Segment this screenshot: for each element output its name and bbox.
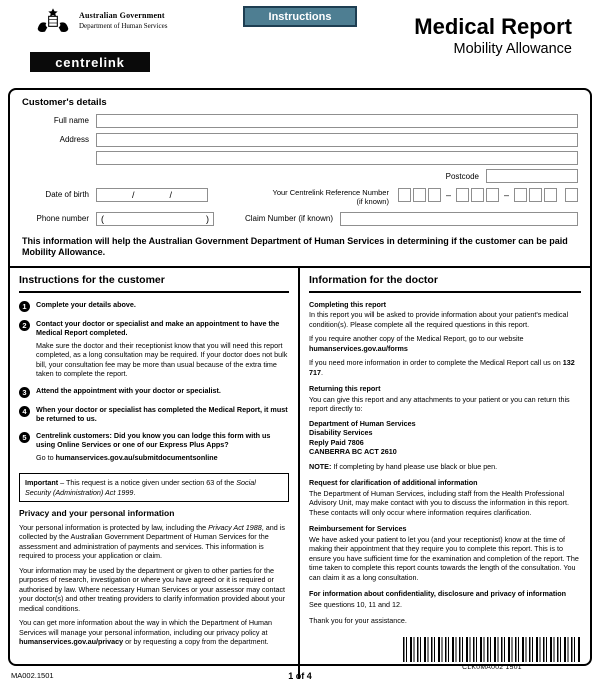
customer-instructions-column xyxy=(10,268,300,679)
full-name-label: Full name xyxy=(53,116,89,125)
crn-input-group xyxy=(396,188,578,202)
date-of-birth-label: Date of birth xyxy=(45,190,89,199)
paragraph: The Department of Human Services, including staff from the Health Professional Advisory Unit, may make contact with you to discuss the information in this report. These contacts will only occur where information requires clarification. xyxy=(309,488,570,517)
crn-box[interactable] xyxy=(544,188,557,202)
crn-label: Your Centrelink Reference Number (if known) xyxy=(272,188,389,207)
submit-documents-url: humanservices.gov.au/submitdocumentsonline xyxy=(55,452,218,462)
instructions-button[interactable]: Instructions xyxy=(243,6,357,27)
claim-number-field[interactable] xyxy=(340,212,578,226)
pen-note: NOTE: If completing by hand please use black or blue pen. xyxy=(309,461,498,471)
phone-number-label: Phone number xyxy=(36,213,89,223)
section-heading: Returning this report xyxy=(309,384,381,394)
crn-dash: – xyxy=(503,190,509,200)
act-name: Social Security (Administration) Act 1999 xyxy=(25,478,256,497)
claim-number-label: Claim Number (if known) xyxy=(244,213,333,223)
australian-government-crest-icon xyxy=(33,6,73,36)
step-text: When your doctor or specialist has completed the Medical Report, it must be returned to us. xyxy=(36,404,288,424)
phone-claim-row xyxy=(22,212,578,226)
thanks-line: Thank you for your assistance. xyxy=(309,616,407,626)
step-note: Go to humanservices.gov.au/submitdocumentsonline xyxy=(36,452,218,462)
full-name-field[interactable] xyxy=(96,114,578,128)
address-row xyxy=(22,133,578,183)
section-heading: Reimbursement for Services xyxy=(309,524,407,534)
paragraph: In this report you will be asked to provide information about your patient's medical condition(s). Please complete all the required questions in this report. xyxy=(309,310,569,329)
instruction-step-3 xyxy=(19,386,289,398)
instruction-step-5 xyxy=(19,431,289,463)
gov-line-2: Department of Human Services xyxy=(79,22,168,30)
date-of-birth-field[interactable] xyxy=(96,188,208,202)
address-line: Reply Paid 7806 xyxy=(309,437,364,447)
crn-box[interactable] xyxy=(428,188,441,202)
privacy-paragraph-1: Your personal information is protected by law, including the Privacy Act 1988, and is collected by the Australian Government Department of Human Services for the assessment and administration of payments and services. This information is required to process your application or claim. xyxy=(19,522,285,561)
privacy-heading: Privacy and your personal information xyxy=(19,508,175,519)
step-text: Contact your doctor or specialist and make an appointment to have the Medical Report completed. xyxy=(36,318,280,338)
completing-report-section xyxy=(309,300,581,383)
address-field-line1[interactable] xyxy=(96,133,578,147)
phone-number-132717: 132 717 xyxy=(309,358,575,377)
step-text: Complete your details above. xyxy=(36,299,136,309)
crn-box[interactable] xyxy=(413,188,426,202)
paragraph: We have asked your patient to let you (and your receptionist) know at the time of making their appointment that they require you to complete this report. This is to ensure you have sufficient time for the examination and completion of the report. The time taken to complete this report counts towards the length of the consultation. You can claim it as a long consultation. xyxy=(309,534,579,582)
confidentiality-section xyxy=(309,589,581,614)
page-subtitle: Mobility Allowance xyxy=(453,41,572,58)
doctor-information-column xyxy=(300,268,590,679)
clarification-section xyxy=(309,478,581,522)
step-text: Attend the appointment with your doctor or specialist. xyxy=(36,385,221,395)
page-header xyxy=(0,0,600,88)
form-code: MA002.1501 xyxy=(11,671,54,680)
crn-box[interactable] xyxy=(456,188,469,202)
address-line: Department of Human Services xyxy=(309,418,416,428)
customer-details-heading: Customer's details xyxy=(22,97,107,108)
purpose-statement: This information will help the Australian Government Department of Human Services in determining if the customer can be paid Mobility Allowance. xyxy=(10,233,590,268)
address-field-line2[interactable] xyxy=(96,151,578,165)
section-heading: Request for clarification of additional information xyxy=(309,478,478,488)
address-line: CANBERRA BC ACT 2610 xyxy=(309,447,397,457)
instruction-step-2 xyxy=(19,319,289,379)
crn-box[interactable] xyxy=(565,188,578,202)
crn-box[interactable] xyxy=(471,188,484,202)
government-wordmark xyxy=(79,11,167,30)
dob-separator: / xyxy=(169,190,172,200)
page-footer xyxy=(0,671,600,691)
postcode-field[interactable] xyxy=(486,169,578,183)
paragraph: If you need more information in order to complete the Medical Report call us on 132 717. xyxy=(309,358,575,377)
return-address xyxy=(309,419,581,457)
returning-report-section xyxy=(309,384,581,476)
important-notice-box: Important – This request is a notice given under section 63 of the Social Security (Administration) Act 1999. xyxy=(19,473,289,502)
paragraph: See questions 10, 11 and 12. xyxy=(309,599,402,609)
phone-open-paren: ( xyxy=(101,213,104,224)
step-number-badge: 3 xyxy=(19,387,30,398)
important-label: Important xyxy=(25,478,59,488)
step-number-badge: 5 xyxy=(19,432,30,443)
phone-close-paren: ) xyxy=(206,213,209,224)
instruction-step-1 xyxy=(19,300,289,312)
crn-box[interactable] xyxy=(398,188,411,202)
crn-dash: – xyxy=(445,190,451,200)
page-number: 1 of 4 xyxy=(288,671,312,681)
step-number-badge: 4 xyxy=(19,406,30,417)
postcode-label: Postcode xyxy=(445,171,479,181)
gov-line-1: Australian Government xyxy=(79,11,165,20)
privacy-paragraph-2: Your information may be used by the department or given to other parties for the purposes of research, investigation or where you have agreed or it is required or authorised by law. Where necessary Human Services or your assessor may contact your doctor(s) and other treating providers to clarify information provided about your medical conditions. xyxy=(19,565,286,613)
address-label: Address xyxy=(59,135,89,144)
barcode-caption: CLK0MA002 1501 xyxy=(462,663,522,671)
reimbursement-section xyxy=(309,524,581,587)
step-text: Centrelink customers: Did you know you can lodge this form with us using Online Services or one of our Express Plus Apps? xyxy=(36,430,271,450)
step-number-badge: 1 xyxy=(19,301,30,312)
crn-box[interactable] xyxy=(486,188,499,202)
address-line: Disability Services xyxy=(309,428,373,438)
dob-crn-row xyxy=(22,188,578,207)
full-name-row xyxy=(22,114,578,128)
barcode-bars-icon xyxy=(403,637,581,662)
crn-box[interactable] xyxy=(514,188,527,202)
privacy-act-name: Privacy Act 1988 xyxy=(208,522,262,532)
privacy-policy-url: humanservices.gov.au/privacy xyxy=(19,637,124,647)
step-number-badge: 2 xyxy=(19,320,30,331)
instruction-step-4 xyxy=(19,405,289,424)
crn-box[interactable] xyxy=(529,188,542,202)
step-note: Make sure the doctor and their receptionist know that you will need this report completed, as a long consultation may be required. If your doctor does not bulk bill, your consultation fee may be more than usual because of the extra time taken to complete the report. xyxy=(36,340,288,379)
privacy-paragraph-3: You can get more information about the way in which the Department of Human Services will manage your personal information, including our privacy policy at humanservices.gov.au/privacy or by requesting a copy from the department. xyxy=(19,618,273,647)
paragraph: You can give this report and any attachments to your patient or you can return this report directly to: xyxy=(309,394,570,414)
dob-separator: / xyxy=(131,190,135,200)
page-title: Medical Report xyxy=(414,14,572,39)
customer-details-section xyxy=(10,90,590,233)
barcode xyxy=(403,631,581,673)
phone-number-field[interactable] xyxy=(96,212,214,226)
forms-url: humanservices.gov.au/forms xyxy=(309,343,408,353)
doctor-information-heading: Information for the doctor xyxy=(309,274,581,293)
form-title-block xyxy=(414,15,572,57)
section-heading: For information about confidentiality, disclosure and privacy of information xyxy=(309,589,567,599)
form-body-box xyxy=(8,88,592,671)
centrelink-logo: centrelink xyxy=(30,52,150,72)
section-heading: Completing this report xyxy=(309,299,387,309)
paragraph: If you require another copy of the Medical Report, go to our website humanservices.gov.au/forms xyxy=(309,334,524,353)
customer-instructions-heading: Instructions for the customer xyxy=(19,274,289,293)
